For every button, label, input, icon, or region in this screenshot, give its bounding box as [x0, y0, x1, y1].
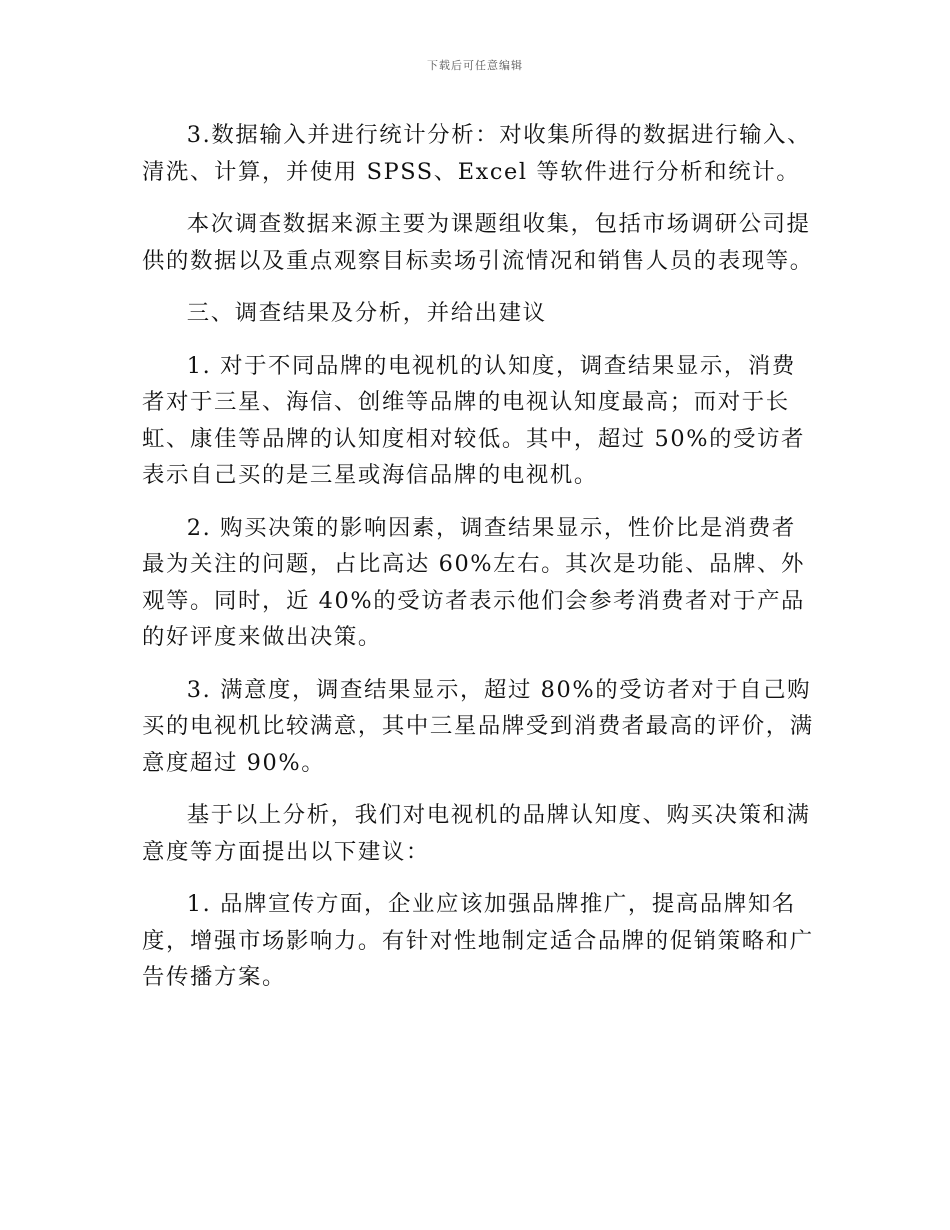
- paragraph-suggestions-intro: 基于以上分析，我们对电视机的品牌认知度、购买决策和满意度等方面提出以下建议：: [142, 802, 811, 865]
- paragraph-satisfaction: 3. 满意度，调查结果显示，超过 80%的受访者对于自己购买的电视机比较满意，其中三星品牌受到消费者最高的评价，满意度超过 90%。: [142, 676, 814, 776]
- paragraph-data-source: 本次调查数据来源主要为课题组收集，包括市场调研公司提供的数据以及重点观察目标卖场引流情况和销售人员的表现等。: [142, 211, 814, 274]
- paragraph-suggestion-brand: 1. 品牌宣传方面，企业应该加强品牌推广，提高品牌知名度，增强市场影响力。有针对性地制定适合品牌的促销策略和广告传播方案。: [142, 891, 814, 990]
- paragraph-purchase-factors: 2. 购买决策的影响因素，调查结果显示，性价比是消费者最为关注的问题，占比高达 60%左右。其次是功能、品牌、外观等。同时，近 40%的受访者表示他们会参考消费者对于产品的好评度来做出决策。: [142, 514, 806, 650]
- paragraph-data-input: 3.数据输入并进行统计分析：对收集所得的数据进行输入、清洗、计算，并使用 SPSS、Excel 等软件进行分析和统计。: [142, 122, 812, 185]
- paragraph-brand-awareness: 1. 对于不同品牌的电视机的认知度，调查结果显示，消费者对于三星、海信、创维等品牌的电视认知度最高；而对于长虹、康佳等品牌的认知度相对较低。其中，超过 50%的受访者表示自己买的是三星或海信品牌的电视机。: [142, 352, 806, 488]
- section-heading-results: 三、调查结果及分析，并给出建议: [186, 300, 547, 326]
- page-header: 下载后可任意编辑: [427, 59, 523, 72]
- document-body: [142, 117, 814, 1012]
